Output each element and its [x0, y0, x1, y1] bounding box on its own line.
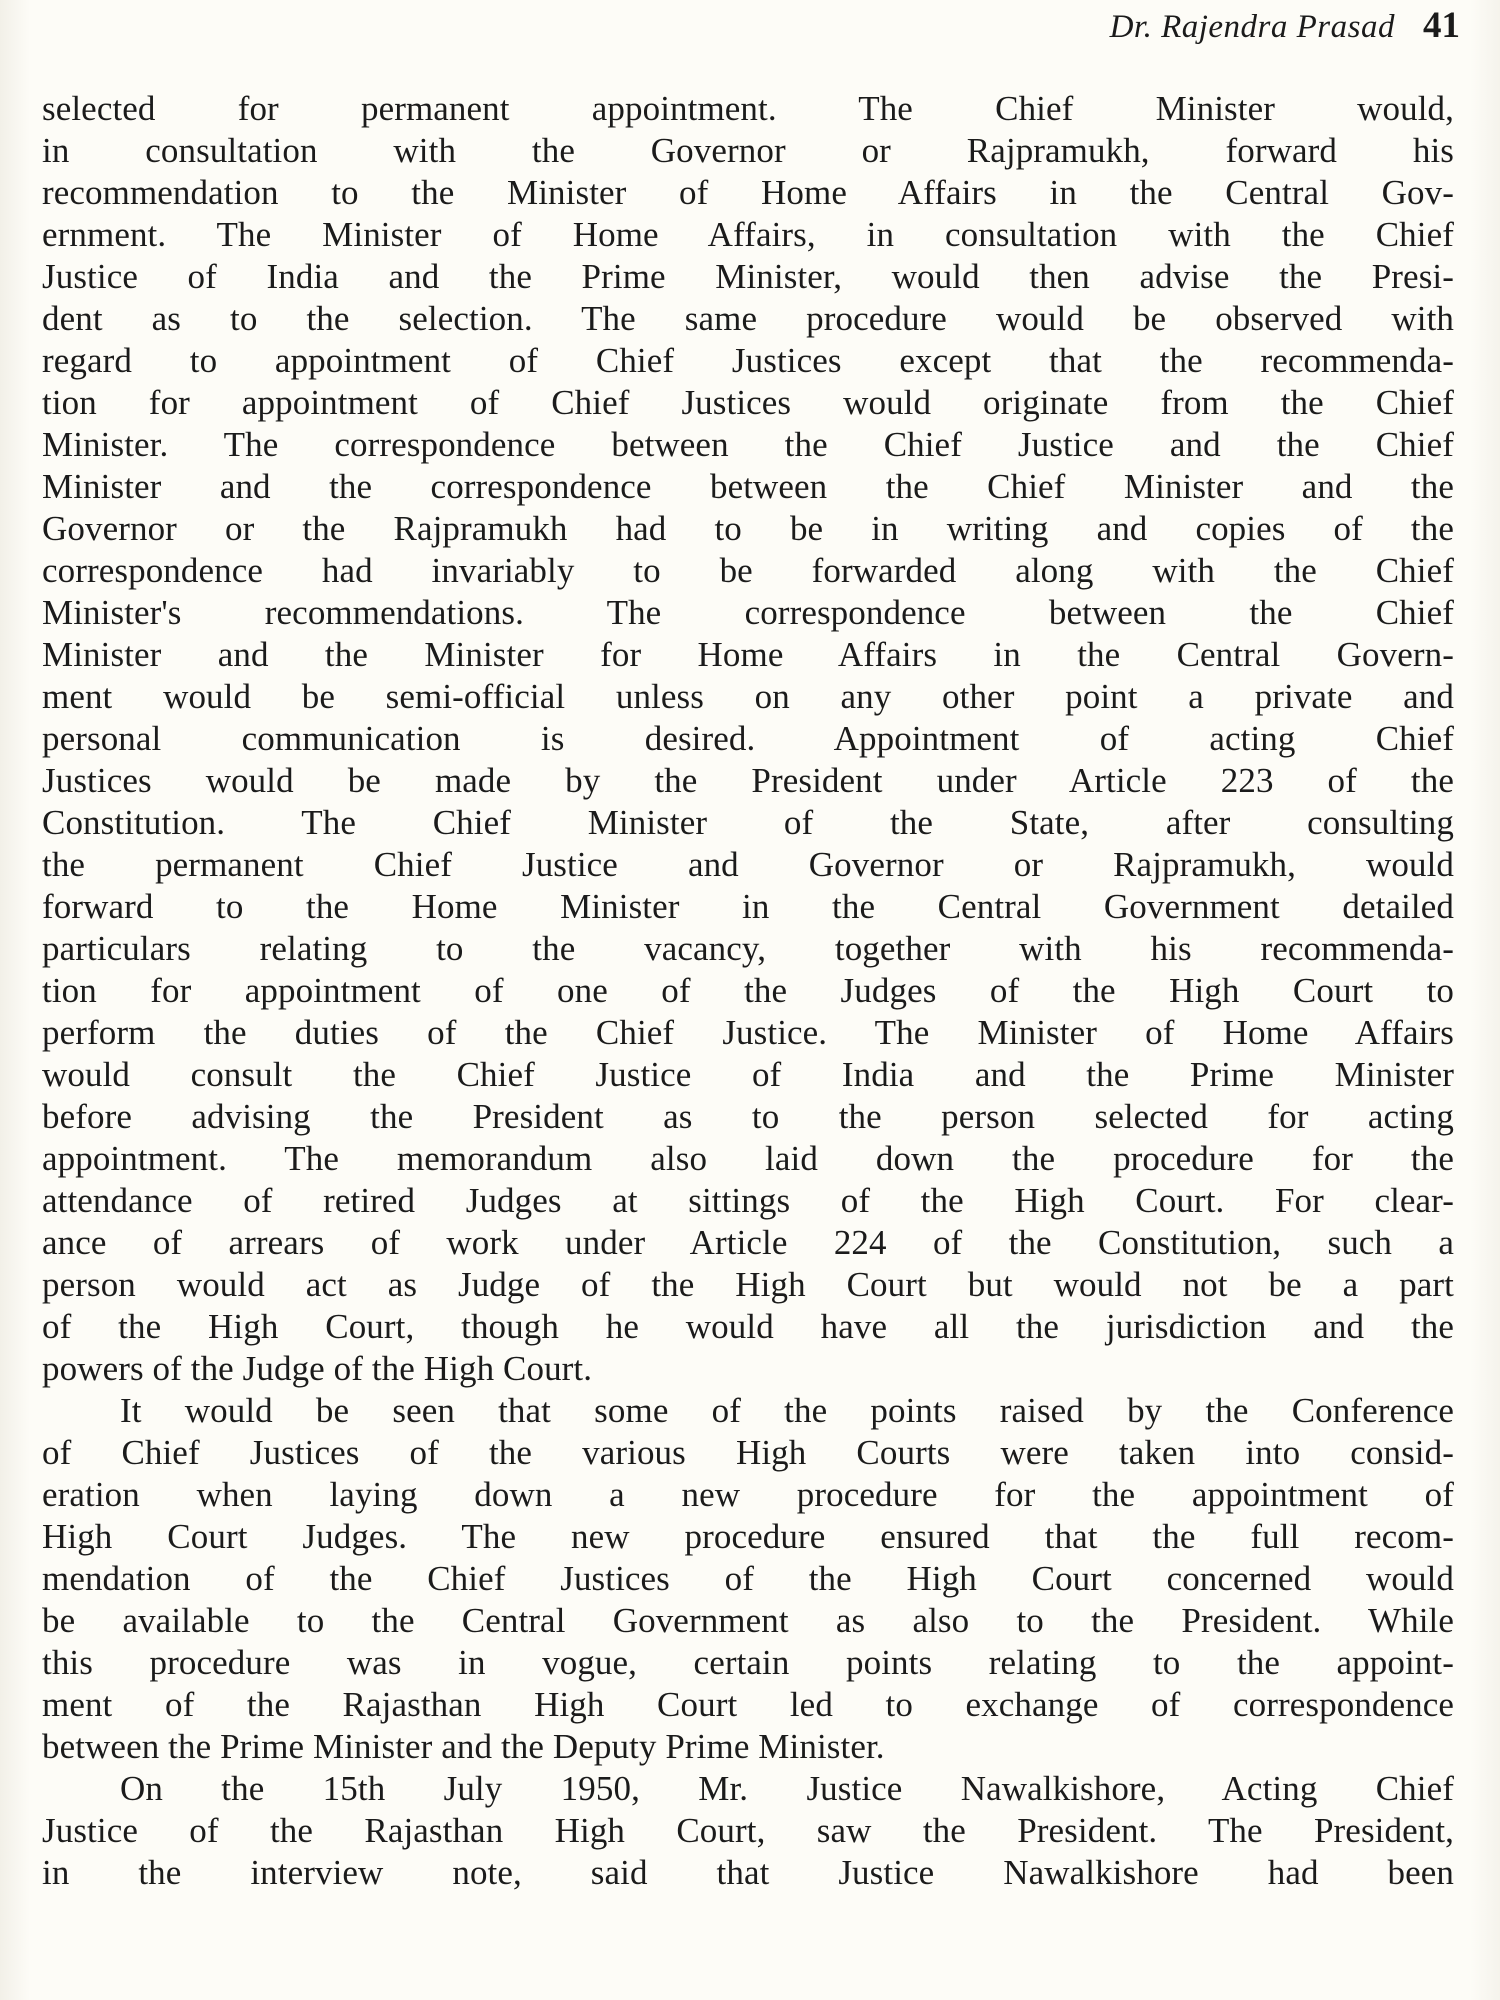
- text-line: of Chief Justices of the various High Courts were taken into consid-: [42, 1433, 1454, 1472]
- text-line: attendance of retired Judges at sittings of the High Court. For clear-: [42, 1181, 1454, 1220]
- text-line: recommendation to the Minister of Home Affairs in the Central Gov-: [42, 173, 1454, 212]
- paragraph: [42, 1768, 1454, 1894]
- text-line: Justice of India and the Prime Minister, would then advise the Presi-: [42, 257, 1454, 296]
- text-line: before advising the President as to the person selected for acting: [42, 1097, 1454, 1136]
- text-line: this procedure was in vogue, certain points relating to the appoint-: [42, 1643, 1454, 1682]
- running-title: Dr. Rajendra Prasad: [1109, 9, 1395, 45]
- text-line: Minister. The correspondence between the Chief Justice and the Chief: [42, 425, 1454, 464]
- page-number: 41: [1423, 5, 1460, 46]
- text-line: Constitution. The Chief Minister of the State, after consulting: [42, 803, 1454, 842]
- running-head: [1110, 4, 1460, 54]
- text-line: the permanent Chief Justice and Governor or Rajpramukh, would: [42, 845, 1454, 884]
- text-line: regard to appointment of Chief Justices except that the recommenda-: [42, 341, 1454, 380]
- text-line: On the 15th July 1950, Mr. Justice Nawalkishore, Acting Chief: [120, 1769, 1454, 1808]
- text-line: It would be seen that some of the points raised by the Conference: [120, 1391, 1454, 1430]
- text-line: in the interview note, said that Justice Nawalkishore had been: [42, 1853, 1454, 1892]
- text-line: High Court Judges. The new procedure ensured that the full recom-: [42, 1517, 1454, 1556]
- text-line: dent as to the selection. The same procedure would be observed with: [42, 299, 1454, 338]
- text-line: would consult the Chief Justice of India and the Prime Minister: [42, 1055, 1454, 1094]
- text-line: tion for appointment of Chief Justices would originate from the Chief: [42, 383, 1454, 422]
- text-line: perform the duties of the Chief Justice. The Minister of Home Affairs: [42, 1013, 1454, 1052]
- text-line: between the Prime Minister and the Deputy Prime Minister.: [42, 1727, 885, 1766]
- body-text: [42, 88, 1454, 1894]
- text-line: ance of arrears of work under Article 224 of the Constitution, such a: [42, 1223, 1454, 1262]
- text-line: Minister's recommendations. The correspondence between the Chief: [42, 593, 1454, 632]
- text-line: eration when laying down a new procedure for the appointment of: [42, 1475, 1454, 1514]
- text-line: selected for permanent appointment. The Chief Minister would,: [42, 89, 1454, 128]
- text-line: be available to the Central Government as also to the President. While: [42, 1601, 1454, 1640]
- text-line: Minister and the Minister for Home Affairs in the Central Govern-: [42, 635, 1454, 674]
- text-line: ment of the Rajasthan High Court led to exchange of correspondence: [42, 1685, 1454, 1724]
- text-line: in consultation with the Governor or Rajpramukh, forward his: [42, 131, 1454, 170]
- text-line: ment would be semi-official unless on any other point a private and: [42, 677, 1454, 716]
- text-line: appointment. The memorandum also laid down the procedure for the: [42, 1139, 1454, 1178]
- text-line: Minister and the correspondence between the Chief Minister and the: [42, 467, 1454, 506]
- text-line: correspondence had invariably to be forwarded along with the Chief: [42, 551, 1454, 590]
- text-line: particulars relating to the vacancy, together with his recommenda-: [42, 929, 1454, 968]
- text-line: of the High Court, though he would have all the jurisdiction and the: [42, 1307, 1454, 1346]
- text-line: forward to the Home Minister in the Central Government detailed: [42, 887, 1454, 926]
- text-line: personal communication is desired. Appointment of acting Chief: [42, 719, 1454, 758]
- text-line: powers of the Judge of the High Court.: [42, 1349, 593, 1388]
- text-line: mendation of the Chief Justices of the High Court concerned would: [42, 1559, 1454, 1598]
- text-line: ernment. The Minister of Home Affairs, in consultation with the Chief: [42, 215, 1454, 254]
- text-line: Governor or the Rajpramukh had to be in writing and copies of the: [42, 509, 1454, 548]
- text-line: Justices would be made by the President under Article 223 of the: [42, 761, 1454, 800]
- text-line: Justice of the Rajasthan High Court, saw the President. The President,: [42, 1811, 1454, 1850]
- text-line: person would act as Judge of the High Court but would not be a part: [42, 1265, 1454, 1304]
- paragraph: [42, 1390, 1454, 1768]
- paragraph: [42, 88, 1454, 1390]
- text-line: tion for appointment of one of the Judges of the High Court to: [42, 971, 1454, 1010]
